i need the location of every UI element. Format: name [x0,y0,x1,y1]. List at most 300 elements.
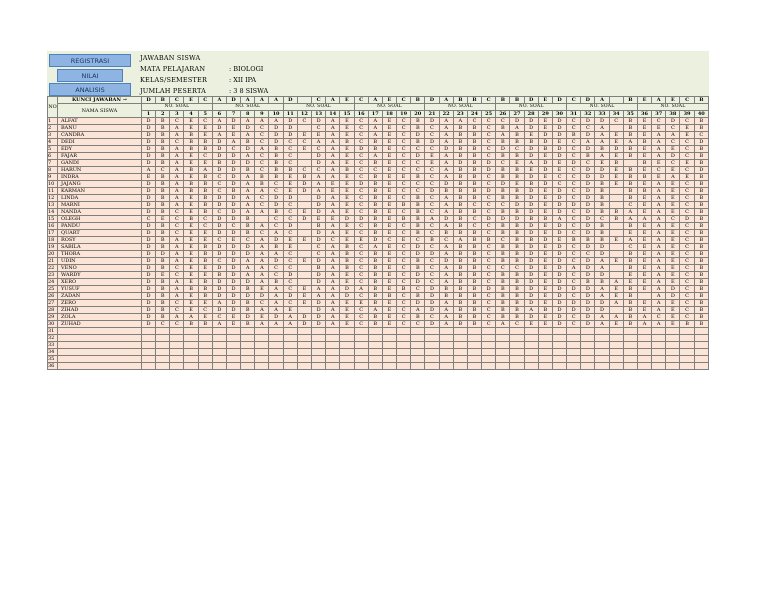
answer-cell[interactable]: A [326,146,340,153]
answer-cell[interactable]: D [425,188,439,195]
answer-cell[interactable]: D [581,293,595,300]
answer-cell[interactable]: A [652,293,666,300]
answer-cell[interactable]: D [241,244,255,251]
answer-cell[interactable]: C [226,223,240,230]
answer-cell[interactable]: C [411,181,425,188]
answer-cell[interactable]: C [397,125,411,132]
answer-cell[interactable]: D [283,118,297,125]
answer-cell[interactable]: C [283,279,297,286]
answer-cell[interactable]: C [482,202,496,209]
answer-cell[interactable] [212,356,226,363]
answer-cell[interactable]: A [241,209,255,216]
answer-cell[interactable] [156,349,170,356]
answer-cell[interactable]: E [340,223,354,230]
answer-cell[interactable] [397,356,411,363]
answer-cell[interactable]: E [156,216,170,223]
answer-cell[interactable]: D [354,181,368,188]
answer-cell[interactable]: E [637,181,651,188]
answer-cell[interactable]: B [226,188,240,195]
answer-cell[interactable]: B [156,286,170,293]
answer-cell[interactable]: A [666,132,680,139]
answer-cell[interactable]: E [382,251,396,258]
answer-cell[interactable]: B [156,174,170,181]
answer-cell[interactable] [297,356,311,363]
answer-cell[interactable]: B [411,314,425,321]
answer-cell[interactable]: B [510,195,524,202]
answer-cell[interactable] [382,335,396,342]
answer-cell[interactable] [467,342,481,349]
answer-cell[interactable]: E [184,237,198,244]
answer-cell[interactable]: B [368,195,382,202]
answer-cell[interactable]: B [510,230,524,237]
answer-cell[interactable]: C [397,272,411,279]
answer-cell[interactable]: C [567,279,581,286]
answer-cell[interactable] [170,356,184,363]
answer-cell[interactable]: A [170,251,184,258]
answer-cell[interactable]: C [255,230,269,237]
answer-cell[interactable]: E [538,153,552,160]
answer-cell[interactable]: C [581,125,595,132]
answer-cell[interactable]: C [397,314,411,321]
answer-cell[interactable]: B [269,209,283,216]
answer-cell[interactable]: B [510,153,524,160]
answer-cell[interactable]: D [269,202,283,209]
answer-cell[interactable] [609,125,623,132]
answer-cell[interactable]: B [694,195,708,202]
answer-cell[interactable]: B [411,265,425,272]
answer-cell[interactable]: D [226,181,240,188]
answer-cell[interactable] [397,342,411,349]
answer-cell[interactable] [694,328,708,335]
answer-cell[interactable] [595,356,609,363]
answer-cell[interactable]: E [538,244,552,251]
answer-cell[interactable]: B [184,146,198,153]
answer-cell[interactable] [255,363,269,370]
answer-cell[interactable] [496,363,510,370]
answer-cell[interactable] [623,356,637,363]
answer-cell[interactable]: E [297,258,311,265]
answer-cell[interactable]: B [156,237,170,244]
answer-cell[interactable]: D [226,195,240,202]
answer-cell[interactable]: B [368,216,382,223]
answer-cell[interactable]: E [666,223,680,230]
answer-cell[interactable]: C [198,118,212,125]
answer-cell[interactable]: B [694,188,708,195]
answer-cell[interactable] [269,335,283,342]
answer-cell[interactable]: E [538,125,552,132]
answer-cell[interactable]: C [567,167,581,174]
answer-cell[interactable]: C [255,125,269,132]
answer-cell[interactable]: B [467,237,481,244]
answer-cell[interactable]: E [382,125,396,132]
answer-cell[interactable]: D [538,167,552,174]
answer-cell[interactable]: A [326,160,340,167]
answer-cell[interactable]: B [510,167,524,174]
answer-cell[interactable] [326,356,340,363]
answer-cell[interactable]: A [637,314,651,321]
answer-cell[interactable] [141,342,155,349]
answer-cell[interactable]: E [637,118,651,125]
answer-cell[interactable] [581,349,595,356]
answer-cell[interactable]: E [184,244,198,251]
answer-cell[interactable]: B [510,293,524,300]
answer-cell[interactable]: D [510,216,524,223]
answer-cell[interactable]: B [453,174,467,181]
answer-cell[interactable]: E [184,174,198,181]
answer-cell[interactable] [496,342,510,349]
answer-cell[interactable]: B [623,195,637,202]
answer-cell[interactable]: D [141,314,155,321]
answer-cell[interactable]: C [510,146,524,153]
answer-cell[interactable]: D [425,321,439,328]
answer-cell[interactable]: A [170,279,184,286]
answer-cell[interactable]: A [170,237,184,244]
answer-cell[interactable]: D [269,314,283,321]
answer-cell[interactable]: C [694,132,708,139]
answer-cell[interactable]: D [581,286,595,293]
answer-cell[interactable] [297,342,311,349]
answer-cell[interactable]: D [241,279,255,286]
answer-cell[interactable]: B [453,272,467,279]
answer-cell[interactable] [694,356,708,363]
answer-cell[interactable]: B [411,223,425,230]
answer-cell[interactable]: B [467,300,481,307]
answer-cell[interactable]: D [354,146,368,153]
answer-cell[interactable] [496,328,510,335]
answer-cell[interactable]: B [453,153,467,160]
answer-cell[interactable]: A [581,139,595,146]
answer-cell[interactable]: E [184,251,198,258]
answer-cell[interactable]: C [241,237,255,244]
answer-cell[interactable] [510,363,524,370]
answer-cell[interactable] [269,363,283,370]
answer-cell[interactable]: B [680,321,694,328]
answer-cell[interactable] [538,363,552,370]
answer-cell[interactable] [567,335,581,342]
answer-cell[interactable]: B [368,265,382,272]
answer-cell[interactable] [241,335,255,342]
answer-cell[interactable]: E [609,321,623,328]
answer-cell[interactable] [609,272,623,279]
answer-cell[interactable] [368,356,382,363]
answer-cell[interactable] [609,230,623,237]
answer-cell[interactable]: B [467,279,481,286]
answer-cell[interactable]: A [652,258,666,265]
answer-cell[interactable]: D [212,293,226,300]
answer-cell[interactable]: C [397,258,411,265]
answer-cell[interactable]: D [141,265,155,272]
answer-cell[interactable] [609,223,623,230]
answer-cell[interactable]: A [170,258,184,265]
answer-cell[interactable]: A [439,209,453,216]
answer-cell[interactable]: D [524,146,538,153]
answer-cell[interactable] [425,349,439,356]
answer-cell[interactable]: B [496,230,510,237]
answer-cell[interactable]: C [425,146,439,153]
answer-cell[interactable]: B [496,223,510,230]
answer-cell[interactable]: A [652,216,666,223]
answer-cell[interactable]: E [425,160,439,167]
answer-cell[interactable]: E [666,321,680,328]
answer-cell[interactable] [609,265,623,272]
answer-cell[interactable]: E [397,174,411,181]
answer-cell[interactable]: E [637,279,651,286]
answer-cell[interactable]: B [453,209,467,216]
answer-cell[interactable]: A [368,132,382,139]
answer-cell[interactable] [510,356,524,363]
answer-cell[interactable]: E [297,132,311,139]
answer-cell[interactable]: A [652,132,666,139]
answer-cell[interactable]: C [482,174,496,181]
answer-cell[interactable] [581,335,595,342]
answer-cell[interactable]: C [680,195,694,202]
answer-cell[interactable]: A [170,293,184,300]
answer-cell[interactable]: E [382,300,396,307]
answer-cell[interactable]: B [510,209,524,216]
answer-cell[interactable]: B [453,300,467,307]
answer-cell[interactable] [141,335,155,342]
answer-cell[interactable] [156,342,170,349]
answer-cell[interactable]: E [666,181,680,188]
answer-cell[interactable] [609,195,623,202]
answer-cell[interactable]: D [552,202,566,209]
answer-cell[interactable] [652,356,666,363]
answer-cell[interactable]: B [439,188,453,195]
answer-cell[interactable]: B [595,188,609,195]
answer-cell[interactable]: E [184,265,198,272]
answer-cell[interactable]: C [212,188,226,195]
answer-cell[interactable] [141,349,155,356]
answer-cell[interactable]: D [141,237,155,244]
answer-cell[interactable]: C [255,202,269,209]
answer-cell[interactable]: B [368,286,382,293]
answer-cell[interactable] [439,328,453,335]
answer-cell[interactable]: A [439,307,453,314]
answer-cell[interactable]: A [439,139,453,146]
answer-cell[interactable]: C [567,118,581,125]
answer-cell[interactable]: B [397,286,411,293]
answer-cell[interactable] [340,363,354,370]
answer-cell[interactable]: A [595,286,609,293]
answer-cell[interactable]: E [326,188,340,195]
answer-cell[interactable]: D [141,160,155,167]
answer-cell[interactable]: B [184,181,198,188]
answer-cell[interactable]: B [467,153,481,160]
answer-cell[interactable]: A [652,265,666,272]
answer-cell[interactable]: C [680,223,694,230]
answer-cell[interactable]: C [283,230,297,237]
answer-cell[interactable]: C [567,216,581,223]
answer-cell[interactable] [382,363,396,370]
answer-cell[interactable]: A [652,195,666,202]
answer-cell[interactable] [467,356,481,363]
answer-cell[interactable]: E [340,153,354,160]
answer-cell[interactable] [297,272,311,279]
answer-cell[interactable]: E [637,223,651,230]
answer-cell[interactable]: D [141,307,155,314]
answer-cell[interactable]: E [382,118,396,125]
answer-cell[interactable] [241,328,255,335]
answer-cell[interactable]: E [184,118,198,125]
answer-cell[interactable] [411,349,425,356]
answer-cell[interactable]: A [652,202,666,209]
answer-cell[interactable]: B [496,153,510,160]
answer-cell[interactable]: C [354,195,368,202]
answer-cell[interactable]: A [170,202,184,209]
answer-cell[interactable]: A [212,300,226,307]
answer-cell[interactable]: B [255,174,269,181]
answer-cell[interactable]: D [312,153,326,160]
answer-cell[interactable] [312,356,326,363]
answer-cell[interactable]: C [354,174,368,181]
answer-cell[interactable]: B [241,321,255,328]
answer-cell[interactable]: E [382,258,396,265]
answer-cell[interactable]: E [680,125,694,132]
answer-cell[interactable]: B [538,307,552,314]
answer-cell[interactable]: B [567,237,581,244]
answer-cell[interactable]: E [637,230,651,237]
answer-cell[interactable]: A [184,314,198,321]
answer-cell[interactable]: E [340,237,354,244]
answer-cell[interactable]: A [652,307,666,314]
answer-cell[interactable]: D [226,118,240,125]
answer-cell[interactable]: E [340,174,354,181]
answer-cell[interactable]: D [226,286,240,293]
answer-cell[interactable]: B [241,300,255,307]
answer-cell[interactable]: E [326,216,340,223]
answer-cell[interactable] [212,349,226,356]
answer-cell[interactable]: C [326,237,340,244]
answer-cell[interactable]: E [340,195,354,202]
answer-cell[interactable] [609,342,623,349]
answer-cell[interactable]: D [609,146,623,153]
answer-cell[interactable] [581,356,595,363]
answer-cell[interactable]: B [623,223,637,230]
answer-cell[interactable]: A [269,230,283,237]
answer-cell[interactable]: D [581,216,595,223]
answer-cell[interactable]: E [637,146,651,153]
answer-cell[interactable]: E [666,209,680,216]
answer-cell[interactable]: D [354,216,368,223]
answer-cell[interactable]: A [255,258,269,265]
answer-cell[interactable]: C [411,286,425,293]
answer-cell[interactable] [694,349,708,356]
registrasi-button[interactable]: REGISTRASI [49,54,131,67]
answer-cell[interactable]: B [241,167,255,174]
answer-cell[interactable] [680,335,694,342]
answer-cell[interactable]: A [212,321,226,328]
answer-cell[interactable]: D [141,321,155,328]
answer-cell[interactable]: C [482,181,496,188]
answer-cell[interactable]: A [170,146,184,153]
answer-cell[interactable]: D [226,293,240,300]
answer-cell[interactable]: A [326,321,340,328]
answer-cell[interactable]: C [397,188,411,195]
answer-cell[interactable]: E [382,230,396,237]
answer-cell[interactable]: A [524,307,538,314]
answer-cell[interactable]: D [552,279,566,286]
answer-cell[interactable]: B [198,202,212,209]
answer-cell[interactable]: D [552,188,566,195]
answer-cell[interactable]: B [340,258,354,265]
answer-cell[interactable]: C [283,202,297,209]
answer-cell[interactable]: A [241,181,255,188]
answer-cell[interactable]: E [538,174,552,181]
answer-cell[interactable]: B [496,167,510,174]
answer-cell[interactable]: D [283,195,297,202]
answer-cell[interactable]: C [255,139,269,146]
answer-cell[interactable]: B [694,286,708,293]
answer-cell[interactable]: E [637,195,651,202]
answer-cell[interactable]: E [382,321,396,328]
answer-cell[interactable] [595,328,609,335]
answer-cell[interactable]: C [510,321,524,328]
answer-cell[interactable]: A [652,139,666,146]
answer-cell[interactable]: D [226,153,240,160]
answer-cell[interactable]: D [141,272,155,279]
answer-cell[interactable]: A [552,216,566,223]
answer-cell[interactable]: C [226,146,240,153]
answer-cell[interactable]: C [652,314,666,321]
answer-cell[interactable]: E [652,125,666,132]
answer-cell[interactable]: E [184,195,198,202]
answer-cell[interactable]: C [567,174,581,181]
answer-cell[interactable] [666,328,680,335]
answer-cell[interactable] [354,363,368,370]
answer-cell[interactable]: B [623,118,637,125]
answer-cell[interactable] [326,363,340,370]
nilai-button[interactable]: NILAI [57,69,123,82]
answer-cell[interactable]: D [297,188,311,195]
answer-cell[interactable]: E [552,237,566,244]
answer-cell[interactable]: A [326,195,340,202]
answer-cell[interactable]: D [552,244,566,251]
answer-cell[interactable] [198,349,212,356]
answer-cell[interactable]: B [156,265,170,272]
answer-cell[interactable]: C [482,300,496,307]
answer-cell[interactable]: E [666,202,680,209]
answer-cell[interactable] [354,349,368,356]
answer-cell[interactable]: E [382,216,396,223]
answer-cell[interactable]: E [354,237,368,244]
answer-cell[interactable] [496,335,510,342]
answer-cell[interactable]: A [368,307,382,314]
answer-cell[interactable]: D [496,146,510,153]
answer-cell[interactable]: E [340,300,354,307]
answer-cell[interactable] [496,349,510,356]
answer-cell[interactable] [652,342,666,349]
answer-cell[interactable] [538,349,552,356]
answer-cell[interactable]: E [297,209,311,216]
answer-cell[interactable] [623,363,637,370]
answer-cell[interactable] [340,328,354,335]
answer-cell[interactable]: E [340,160,354,167]
answer-cell[interactable]: B [694,321,708,328]
answer-cell[interactable]: A [326,209,340,216]
answer-cell[interactable]: B [524,216,538,223]
answer-cell[interactable]: D [312,230,326,237]
answer-cell[interactable]: A [439,279,453,286]
answer-cell[interactable]: D [241,146,255,153]
answer-cell[interactable]: B [212,272,226,279]
answer-cell[interactable]: E [184,153,198,160]
answer-cell[interactable] [411,335,425,342]
answer-cell[interactable]: A [439,321,453,328]
answer-cell[interactable]: B [637,139,651,146]
answer-cell[interactable]: B [156,258,170,265]
answer-cell[interactable]: B [269,167,283,174]
answer-cell[interactable]: C [567,195,581,202]
